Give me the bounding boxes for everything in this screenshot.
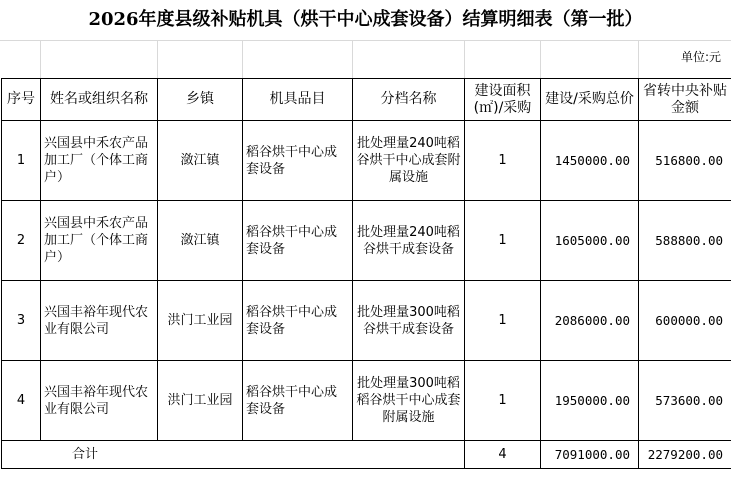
total-row (2, 441, 731, 469)
cell-name: 兴国丰裕年现代农业有限公司 (41, 281, 158, 361)
cell-name: 兴国县中禾农产品加工厂（个体工商户） (41, 121, 158, 201)
header-item: 机具品目 (243, 79, 353, 121)
unit-label: 单位:元 (680, 50, 721, 64)
header-grade: 分档名称 (353, 79, 465, 121)
cell-total: 2086000.00 (541, 281, 639, 361)
total-qty: 4 (465, 441, 541, 469)
cell-grade: 批处理量300吨稻谷烘干成套设备 (353, 281, 465, 361)
cell-item: 稻谷烘干中心成套设备 (243, 361, 353, 441)
header-town: 乡镇 (158, 79, 243, 121)
sheet-gridline (157, 40, 158, 78)
cell-total: 1450000.00 (541, 121, 639, 201)
cell-total: 1605000.00 (541, 201, 639, 281)
sheet-gridline (540, 40, 541, 78)
cell-town: 潋江镇 (158, 201, 243, 281)
total-subsidy: 2279200.00 (639, 441, 731, 469)
cell-grade: 批处理量240吨稻谷烘干成套设备 (353, 201, 465, 281)
table-row (2, 201, 731, 281)
cell-item: 稻谷烘干中心成套设备 (243, 121, 353, 201)
cell-grade: 批处理量300吨稻稻谷烘干中心成套附属设施 (353, 361, 465, 441)
cell-subsidy: 588800.00 (639, 201, 731, 281)
cell-no: 4 (2, 361, 41, 441)
sheet-gridline (638, 40, 639, 78)
total-label: 合计 (2, 441, 465, 469)
cell-subsidy: 573600.00 (639, 361, 731, 441)
cell-town: 潋江镇 (158, 121, 243, 201)
cell-total: 1950000.00 (541, 361, 639, 441)
cell-town: 洪门工业园 (158, 281, 243, 361)
table-row (2, 281, 731, 361)
cell-subsidy: 600000.00 (639, 281, 731, 361)
cell-no: 1 (2, 121, 41, 201)
cell-town: 洪门工业园 (158, 361, 243, 441)
page-title: 2026年度县级补贴机具（烘干中心成套设备）结算明细表（第一批） (88, 9, 643, 30)
cell-item: 稻谷烘干中心成套设备 (243, 281, 353, 361)
cell-grade: 批处理量240吨稻谷烘干中心成套附属设施 (353, 121, 465, 201)
cell-name: 兴国县中禾农产品加工厂（个体工商户） (41, 201, 158, 281)
cell-no: 3 (2, 281, 41, 361)
cell-qty: 1 (465, 361, 541, 441)
header-name: 姓名或组织名称 (41, 79, 158, 121)
sheet-gridline (40, 40, 41, 78)
table-header-row (2, 79, 731, 121)
cell-qty: 1 (465, 281, 541, 361)
header-no: 序号 (2, 79, 41, 121)
sheet-gridline (0, 40, 731, 41)
cell-name: 兴国丰裕年现代农业有限公司 (41, 361, 158, 441)
header-qty: 建设面积(㎡)/采购 (465, 79, 541, 121)
table-row (2, 121, 731, 201)
cell-qty: 1 (465, 121, 541, 201)
header-total: 建设/采购总价 (541, 79, 639, 121)
cell-qty: 1 (465, 201, 541, 281)
cell-item: 稻谷烘干中心成套设备 (243, 201, 353, 281)
table-row (2, 361, 731, 441)
cell-no: 2 (2, 201, 41, 281)
sheet-gridline (352, 40, 353, 78)
sheet-gridline (242, 40, 243, 78)
sheet-gridline (464, 40, 465, 78)
header-subsidy: 省转中央补贴金额 (639, 79, 731, 121)
settlement-table (1, 78, 731, 469)
total-total: 7091000.00 (541, 441, 639, 469)
cell-subsidy: 516800.00 (639, 121, 731, 201)
